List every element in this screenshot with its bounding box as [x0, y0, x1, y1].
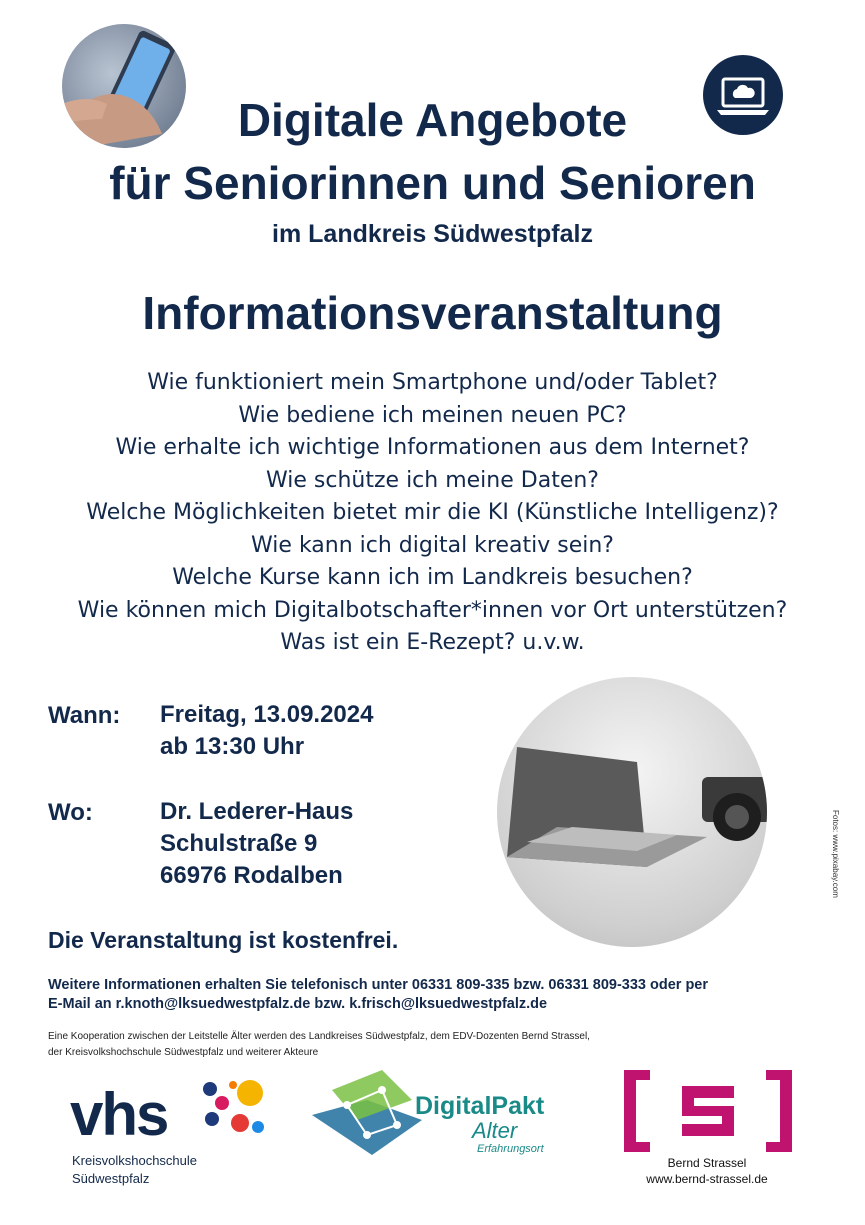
venue-city: 66976 Rodalben: [160, 862, 343, 889]
free-note: Die Veranstaltung ist kostenfrei.: [48, 927, 399, 953]
strassel-caption: [612, 1155, 802, 1187]
event-date: Freitag, 13.09.2024: [160, 701, 374, 728]
question-item: Wie bediene ich meinen neuen PC?: [238, 402, 627, 428]
question-item: Wie schütze ich meine Daten?: [266, 467, 599, 493]
event-heading: Informationsveranstaltung: [142, 287, 723, 339]
contact-phone: Weitere Informationen erhalten Sie telefonisch unter 06331 809-335 bzw. 06331 809-333 oder per: [48, 977, 709, 993]
digitalpakt-title: DigitalPakt: [415, 1092, 545, 1120]
contact-email: E-Mail an r.knoth@lksuedwestpfalz.de bzw. k.frisch@lksuedwestpfalz.de: [48, 996, 548, 1012]
title-line-1: Digitale Angebote: [237, 94, 628, 146]
question-list: [0, 367, 865, 660]
contact-info: [48, 976, 828, 1014]
event-time: ab 13:30 Uhr: [160, 733, 305, 760]
question-item: Wie funktioniert mein Smartphone und/oder Tablet?: [147, 370, 718, 395]
question-item: Wie erhalte ich wichtige Informationen aus dem Internet?: [115, 435, 750, 460]
cooperation-note: [48, 1029, 590, 1061]
venue-name: Dr. Lederer-Haus: [160, 798, 354, 825]
coop-line: der Kreisvolkshochschule Südwestpfalz und weiterer Akteure: [48, 1047, 319, 1058]
question-item: Welche Kurse kann ich im Landkreis besuchen?: [172, 565, 693, 590]
digitalpakt-network-icon: [312, 1070, 422, 1165]
where-value: [160, 796, 353, 892]
vhs-line: Südwestpfalz: [72, 1171, 150, 1186]
laptop-camera-photo: [497, 677, 767, 947]
vhs-subtitle: [72, 1152, 197, 1188]
coop-line: Eine Kooperation zwischen der Leitstelle Älter werden des Landkreises Südwestpfalz, dem EDV-Dozenten Bernd Strassel,: [48, 1031, 590, 1042]
where-label: Wo:: [48, 799, 93, 826]
subtitle: im Landkreis Südwestpfalz: [272, 220, 593, 248]
strassel-url: www.bernd-strassel.de: [646, 1172, 768, 1186]
venue-street: Schulstraße 9: [160, 830, 318, 857]
when-value: [160, 699, 373, 763]
title-line-2: für Seniorinnen und Senioren: [109, 157, 756, 209]
photo-credit: Fotos: www.pixabay.com: [831, 810, 840, 898]
question-item: Wie kann ich digital kreativ sein?: [251, 532, 614, 558]
when-label: Wann:: [48, 702, 121, 729]
strassel-logo-icon: [622, 1068, 794, 1159]
strassel-name: Bernd Strassel: [667, 1156, 747, 1170]
question-item: Welche Möglichkeiten bietet mir die KI (Künstliche Intelligenz)?: [86, 500, 779, 525]
vhs-dots-icon: [200, 1075, 275, 1150]
digitalpakt-tagline: Erfahrungsort: [477, 1143, 544, 1155]
vhs-line: Kreisvolkshochschule: [72, 1153, 198, 1168]
vhs-logo-text: vhs: [70, 1081, 168, 1148]
question-item: Was ist ein E-Rezept? u.v.w.: [280, 630, 585, 655]
digitalpakt-subtitle: Alter: [472, 1118, 518, 1143]
question-item: Wie können mich Digitalbotschafter*innen vor Ort unterstützen?: [77, 597, 788, 623]
